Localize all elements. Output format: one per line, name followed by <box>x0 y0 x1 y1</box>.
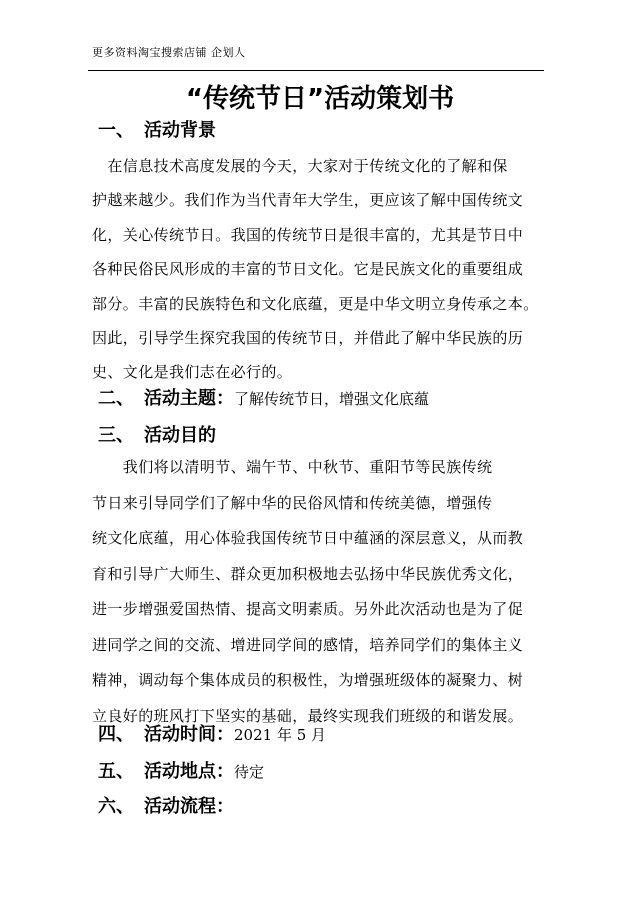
section-heading-theme <box>98 384 429 410</box>
section-label: 活动流程： <box>144 796 234 817</box>
background-paragraph <box>92 149 554 390</box>
section-heading-location <box>98 757 264 783</box>
paragraph-line: 护越来越少。我们作为当代青年大学生，更应该了解中国传统文 <box>92 191 524 210</box>
section-value: 2021 年 5 月 <box>234 726 327 744</box>
section-value: 待定 <box>234 763 265 781</box>
paragraph-line: 统文化底蕴，用心体验我国传统节日中蕴涵的深层意义，从而教 <box>92 529 524 547</box>
purpose-paragraph <box>92 450 554 734</box>
section-heading-purpose <box>98 421 216 447</box>
paragraph-line: 立良好的班风打下坚实的基础，最终实现我们班级的和谐发展。 <box>92 706 524 725</box>
paragraph-line: 因此，引导学生探究我国的传统节日，并借此了解中华民族的历 <box>92 329 524 348</box>
section-label: 活动时间： <box>144 724 234 745</box>
section-number: 六、 <box>98 796 134 817</box>
paragraph-line: 部分。丰富的民族特色和文化底蕴，更是中华文明立身传承之本。 <box>92 294 539 313</box>
paragraph-line: 节日来引导同学们了解中华的民俗风情和传统美德，增强传 <box>92 493 493 512</box>
header-note: 更多资料淘宝搜索店铺 企划人 <box>92 46 246 59</box>
section-number: 二、 <box>98 388 134 409</box>
section-number: 一、 <box>98 120 134 141</box>
paragraph-line: 史、文化是我们志在必行的。 <box>92 363 293 382</box>
document-title: “传统节日”活动策划书 <box>185 84 455 114</box>
header-divider <box>88 70 544 71</box>
section-label: 活动地点： <box>144 761 234 782</box>
section-label: 活动背景 <box>144 120 216 141</box>
section-number: 三、 <box>98 425 134 446</box>
section-heading-process <box>98 792 234 818</box>
paragraph-line: 育和引导广大师生、群众更加积极地去弘扬中华民族优秀文化， <box>92 564 524 583</box>
section-number: 四、 <box>98 724 134 745</box>
paragraph-line: 各种民俗民风形成的丰富的节日文化。它是民族文化的重要组成 <box>92 260 524 279</box>
paragraph-line: 我们将以清明节、端午节、中秋节、重阳节等民族传统 <box>92 458 493 476</box>
section-heading-time <box>98 720 326 746</box>
section-label: 活动目的 <box>144 425 216 446</box>
section-number: 五、 <box>98 761 134 782</box>
paragraph-line: 化，关心传统节日。我国的传统节日是很丰富的，尤其是节日中 <box>92 225 524 244</box>
paragraph-line: 精神，调动每个集体成员的积极性，为增强班级体的凝聚力、树 <box>92 671 524 689</box>
section-label: 活动主题： <box>144 388 234 409</box>
section-heading-background <box>98 116 216 142</box>
paragraph-line: 进同学之间的交流、增进同学间的感情，培养同学们的集体主义 <box>92 635 524 654</box>
paragraph-line: 进一步增强爱国热情、提高文明素质。另外此次活动也是为了促 <box>92 600 524 618</box>
paragraph-line: 在信息技术高度发展的今天，大家对于传统文化的了解和保 <box>92 157 508 175</box>
section-value: 了解传统节日，增强文化底蕴 <box>234 390 430 408</box>
